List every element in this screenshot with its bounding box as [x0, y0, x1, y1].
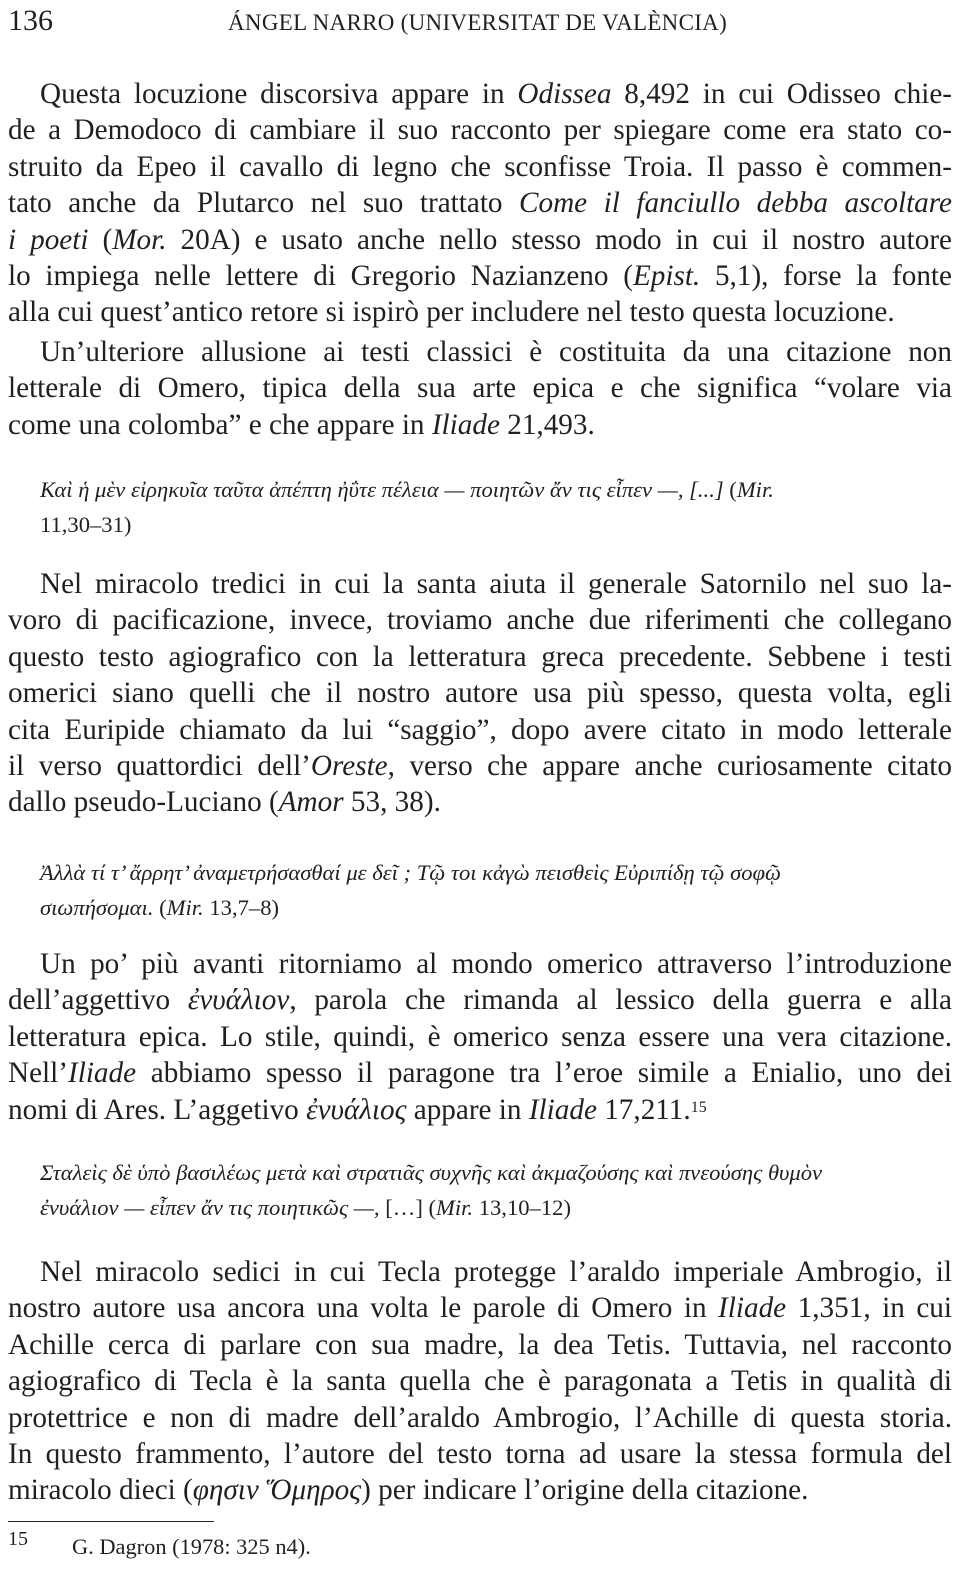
page-header [8, 4, 952, 44]
text-line: protettrice e non di madre dell’araldo Ambrogio, l’Achille di questa storia. [8, 1401, 952, 1434]
footnote-number: 15 [8, 1528, 28, 1550]
text-line: come una colomba” e che appare in Iliade 21,493. [8, 408, 595, 441]
running-head: ÁNGEL NARRO (UNIVERSITAT DE VALÈNCIA) [228, 10, 728, 35]
text-line: voro di pacificazione, invece, troviamo anche due riferimenti che collegano [8, 604, 952, 637]
text-line: i poeti (Mor. 20A) e usato anche nello stesso modo in cui il nostro autore [8, 223, 952, 256]
footnote-marker[interactable]: 15 [690, 1098, 707, 1116]
text-line: dell’aggettivo ἐνυάλιον, parola che rimanda al lessico della guerra e alla [8, 984, 952, 1017]
text-line: Nell’Iliade abbiamo spesso il paragone tra l’eroe simile a Enialio, uno dei [8, 1057, 952, 1090]
text-line: agiografico di Tecla è la santa quella che è paragonata a Tetis in qualità di [8, 1365, 952, 1398]
footnote-divider [8, 1521, 214, 1522]
quote-line: σιωπήσομαι. (Mir. 13,7–8) [40, 895, 280, 920]
paragraph-2 [8, 334, 952, 443]
text-line: letteratura epica. Lo stile, quindi, è omerico senza essere una vera citazione. [8, 1020, 952, 1053]
quote-line: Καὶ ἡ μὲν εἰρηκυῖα ταῦτα ἀπέπτη ἠΰτε πέλεια — ποιητῶν ἄν τις εἶπεν —, [...] (Mir. [40, 477, 774, 502]
text-line: de a Demodoco di cambiare il suo racconto per spiegare come era stato co- [8, 114, 952, 147]
text-line: Un po’ più avanti ritorniamo al mondo omerico attraverso l’introduzione [40, 948, 952, 980]
paragraph-1 [8, 76, 952, 331]
text-line: cita Euripide chiamato da lui “saggio”, dopo avere citato in modo letterale [8, 713, 952, 746]
paragraph-3 [8, 566, 952, 821]
text-line: nomi di Ares. L’aggetivo ἐνυάλιος appare in Iliade 17,211.15 [8, 1093, 707, 1126]
block-quote-1 [40, 472, 952, 507]
quote-line: Σταλεὶς δὲ ὑπὸ βασιλέως μετὰ καὶ στρατιᾶς συχνῆς καὶ ἀκμαζούσης καὶ πνεούσης θυμὸν [40, 1160, 823, 1185]
text-line: nostro autore usa ancora una volta le parole di Omero in Iliade 1,351, in cui [8, 1292, 952, 1325]
quote-line: Ἀλλὰ τί τ’ ἄρρητ’ ἀναμετρήσασθαί με δεῖ ; Τῷ τοι κἀγὼ πεισθεὶς Εὐριπίδῃ τῷ σοφῷ [40, 860, 781, 885]
text-line: dallo pseudo-Luciano (Amor 53, 38). [8, 786, 441, 819]
block-quote-3 [40, 1155, 952, 1225]
text-line: Questa locuzione discorsiva appare in Odissea 8,492 in cui Odisseo chie- [40, 78, 952, 110]
text-line: tato anche da Plutarco nel suo trattato Come il fanciullo debba ascoltare [8, 187, 953, 220]
text-line: letterale di Omero, tipica della sua arte epica e che significa “volare via [8, 372, 952, 405]
text-line: alla cui quest’antico retore si ispirò per includere nel testo questa locuzione. [8, 296, 895, 329]
paragraph-4 [8, 946, 952, 1128]
text-line: In questo frammento, l’autore del testo torna ad usare la stessa formula del [8, 1438, 952, 1471]
paragraph-5 [8, 1254, 952, 1509]
text-line: Nel miracolo sedici in cui Tecla protegge l’araldo imperiale Ambrogio, il [40, 1256, 952, 1288]
text-line: omerici siano quelli che il nostro autore usa più spesso, questa volta, egli [8, 677, 952, 710]
text-line: il verso quattordici dell’Oreste, verso che appare anche curiosamente citato [8, 750, 952, 783]
text-line: Un’ulteriore allusione ai testi classici è costituita da una citazione non [40, 336, 952, 368]
quote-line: ἐνυάλιον — εἶπεν ἄν τις ποιητικῶς —, […] (Mir. 13,10–12) [40, 1195, 571, 1220]
block-quote-2 [40, 855, 952, 925]
text-line: miracolo dieci (φησιν Ὅμηρος) per indicare l’origine della citazione. [8, 1474, 809, 1507]
text-line: lo impiega nelle lettere di Gregorio Nazianzeno (Epist. 5,1), forse la fonte [8, 260, 952, 293]
text-line: questo testo agiografico con la letteratura greca precedente. Sebbene i testi [8, 640, 952, 673]
quote-line: 11,30–31) [40, 512, 132, 537]
text-line: Achille cerca di parlare con sua madre, la dea Tetis. Tuttavia, nel racconto [8, 1328, 952, 1361]
page-number: 136 [8, 4, 53, 37]
footnote-text: G. Dagron (1978: 325 n4). [72, 1534, 311, 1559]
text-line: struito da Epeo il cavallo di legno che sconfisse Troia. Il passo è commen- [8, 150, 952, 183]
block-quote-1-ref [40, 507, 952, 542]
text-line: Nel miracolo tredici in cui la santa aiuta il generale Satornilo nel suo la- [40, 568, 952, 600]
